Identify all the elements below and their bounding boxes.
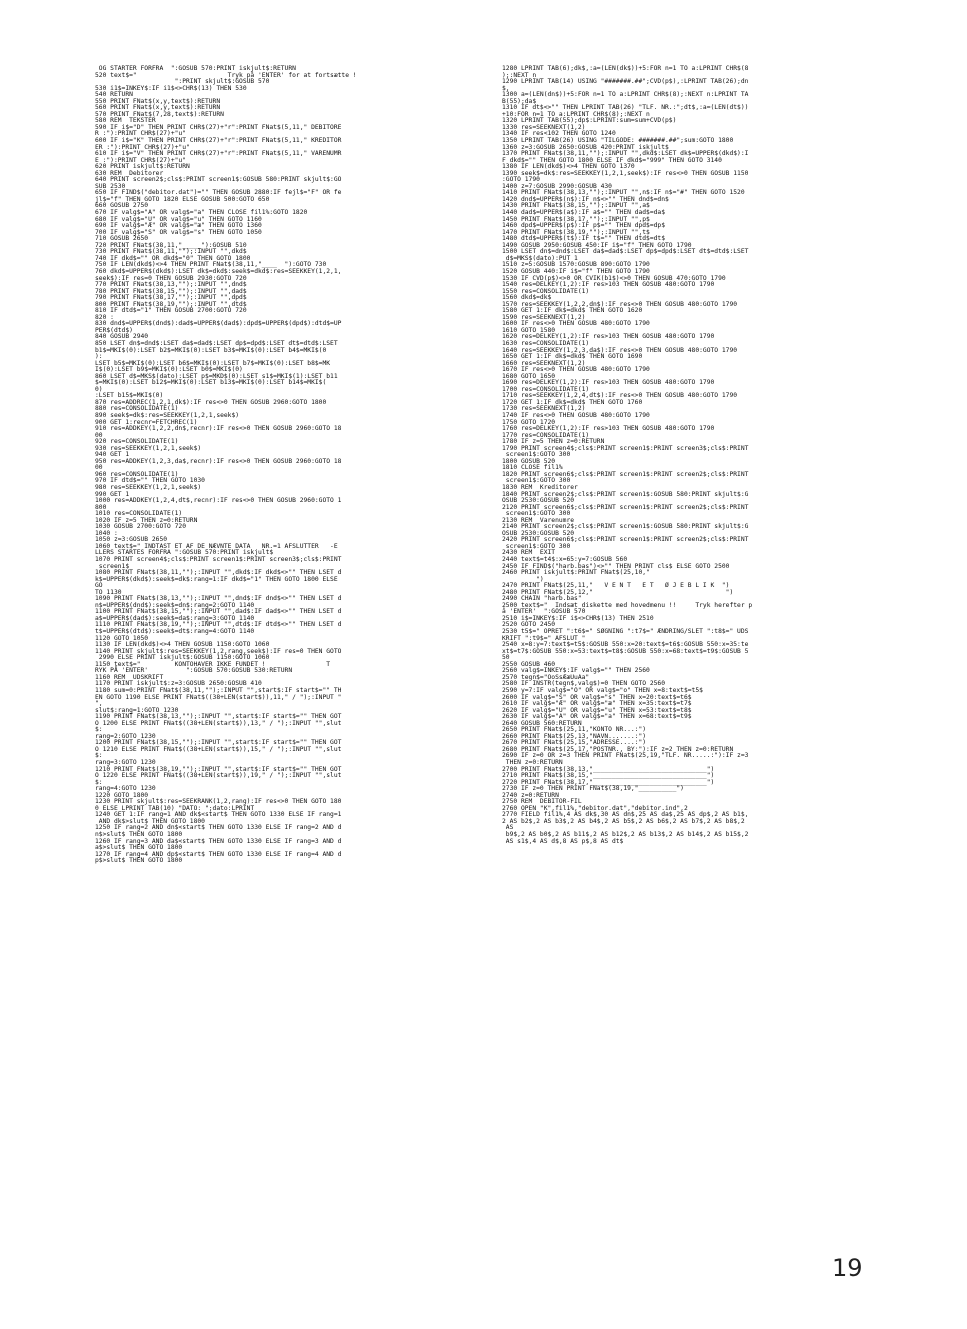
code-line: 780 PRINT FNat$(38,15,"");:INPUT "",dad$ <box>95 287 247 295</box>
code-line: 1770 res=CONSOLIDATE(1) <box>502 431 590 439</box>
code-line: 2510 i$=INKEY$:IF i$<>CHR$(13) THEN 2510 <box>502 614 654 622</box>
code-line: 710 GOSUB 2650 <box>95 235 149 243</box>
code-line: 1130 IF LEN(dkd$)<>4 THEN GOSUB 1150:GOTO 1060 <box>95 641 270 649</box>
code-line: OG STARTER FORFRA ":GOSUB 570:PRINT iskjult$:RETURN <box>95 65 296 72</box>
code-line: 1650 GET 1:IF dk$=dkd$ THEN GOTO 1690 <box>502 353 643 361</box>
code-line: 700 IF valg$="S" OR valg$="s" THEN GOTO 1050 <box>95 228 262 236</box>
code-line: 2580 IF INSTR(tegn$,valg$)=0 THEN GOTO 2560 <box>502 680 666 688</box>
code-line: 1150 text$=" KONTOHAVER IKKE FUNDET ! T <box>95 660 331 668</box>
code-line: 2710 PRINT FNat$(38,15,"______________________________") <box>502 772 715 780</box>
code-line: 1350 LPRINT TAB(26) USING "TILGODE: #######.##";sum:GOTO 1800 <box>502 137 734 145</box>
code-line: 880 res=CONSOLIDATE(1) <box>95 405 179 413</box>
code-line: AS <box>502 824 514 832</box>
code-line: 590 IF i$="D" THEN PRINT CHR$(27)+"r":PRINT FNat$(5,11," DEBITORE <box>95 123 342 131</box>
code-line: GO <box>95 582 103 590</box>
code-line: 1720 GET 1:IF dk$=dkd$ THEN GOTO 1760 <box>502 398 643 406</box>
code-line: 550 PRINT FNat$(x,y,text$):RETURN <box>95 97 221 105</box>
code-line: 1110 PRINT FNat$(38,19,"");:INPUT "",dtd$:IF dtd$<>"" THEN LSET d <box>95 621 342 629</box>
code-line: ER :"):PRINT CHR$(27)+"u" <box>95 143 190 151</box>
code-line: 00 <box>95 431 103 439</box>
code-line: p$>slut$ THEN GOTO 1800 <box>95 857 183 865</box>
code-line: k$=UPPER$(dkd$):seek$=dk$:rang=1:IF dkd$="1" THEN GOTO 1800 ELSE <box>95 575 338 583</box>
code-line: å 'ENTER' ":GOSUB 570 <box>502 608 586 616</box>
code-line: rang=2:GOTO 1230 <box>95 732 156 740</box>
code-line: 2750 REM DEBITOR-FIL <box>502 798 582 806</box>
code-line: E :"):PRINT CHR$(27)+"u" <box>95 156 186 164</box>
code-line: slut$:rang=1:GOTO 1230 <box>95 706 179 714</box>
code-line: 1500 LSET dn$=dnd$:LSET da$=dad$:LSET dp$=dpd$:LSET dt$=dtd$:LSET <box>502 248 749 256</box>
code-line: 1230 PRINT skjult$:res=SEEKRANK(1,2,rang):IF res<>0 THEN GOTO 180 <box>95 798 342 806</box>
code-line: R :"):PRINT CHR$(27)+"u" <box>95 130 186 138</box>
code-line: 1240 GET 1:IF rang=1 AND dk$<start$ THEN GOTO 1330 ELSE IF rang=1 <box>95 811 342 819</box>
code-line: 580 REM TEKSTER <box>95 117 156 125</box>
code-line: LSET b5$=MKI$(0):LSET b6$=MKI$(0):LSET b7$=MKI$(0):LSET b8$=MK <box>95 359 331 367</box>
code-line: 520 text$=" Tryk på 'ENTER' for at fortsætte ! <box>95 71 357 79</box>
code-line: 1390 seek$=dk$:res=SEEKKEY(1,2,1,seek$):IF res<>0 THEN GOSUB 1150 <box>502 169 749 177</box>
code-line: 1180 sum=0:PRINT FNat$(38,11,"");:INPUT "",start$:IF start$="" TH <box>95 686 342 694</box>
code-line: 1540 res=DELKEY(1,2):IF res>103 THEN GOSUB 480:GOTO 1790 <box>502 281 715 289</box>
code-line: 1330 res=SEEKNEXT(1,2) <box>502 123 586 131</box>
code-line: 1530 IF CVD(p$)<>0 OR CVIK(b1$)<>0 THEN GOSUB 470:GOTO 1790 <box>502 274 726 282</box>
code-line: 1490 GOSUB 2950:GOSUB 450:IF i$="f" THEN GOTO 1790 <box>502 241 692 249</box>
code-line: LLERS STARTES FORFRA ":GOSUB 570:PRINT iskjult$ <box>95 549 274 557</box>
code-line: 2440 text$=t4$:x=65:y=7:GOSUB 560 <box>502 556 628 564</box>
code-line: 1630 res=CONSOLIDATE(1) <box>502 339 590 347</box>
code-line: 670 IF valg$="A" OR valg$="a" THEN CLOSE fil1%:GOTO 1820 <box>95 209 308 217</box>
code-line: 1040 : <box>95 529 118 537</box>
code-line: +10:FOR n=1 TO a:LPRINT CHR$(8);:NEXT n <box>502 110 650 118</box>
code-line: 990 GET 1 <box>95 490 130 498</box>
code-line: $: <box>95 726 103 734</box>
code-line: 1190 PRINT FNat$(38,13,"");:INPUT "",start$:IF start$="" THEN GOT <box>95 713 342 721</box>
code-line: 2680 PRINT FNat$(25,17,"POSTNR., BY:"):IF z=2 THEN z=0:RETURN <box>502 745 734 753</box>
code-line: $: <box>95 778 103 786</box>
code-line: 1660 res=SEEKNEXT(1,2) <box>502 359 586 367</box>
code-line: 1260 IF rang=3 AND da$<start$ THEN GOTO 1330 ELSE IF rang=3 AND d <box>95 837 342 845</box>
code-line: ): <box>95 353 103 361</box>
code-line: b1$=MKI$(0):LSET b2$=MKI$(0):LSET b3$=MKI$(0):LSET b4$=MKI$(0 <box>95 346 327 354</box>
code-line: 2760 OPEN "K",fil1%,"debitor.dat","debitor.ind",2 <box>502 804 688 812</box>
code-line: 2520 GOTO 2450 <box>502 621 556 629</box>
code-line: PER$(dtd$) <box>95 326 133 334</box>
code-line: 1160 REM UDSKRIFT <box>95 673 164 681</box>
code-line: b9$,2 AS b0$,2 AS b11$,2 AS b12$,2 AS b13$,2 AS b14$,2 AS b15$,2 <box>502 830 749 838</box>
code-line: 1270 IF rang=4 AND dp$<start$ THEN GOTO 1330 ELSE IF rang=4 AND d <box>95 850 342 858</box>
code-line: screen1$:GOTO 300 <box>502 542 571 550</box>
code-line: 730 PRINT FNat$(38,11,"");:INPUT "",dkd$ <box>95 248 247 256</box>
code-line: n$>slut$ THEN GOTO 1800 <box>95 830 183 838</box>
code-line: 1030 GOSUB 2700:GOTO 720 <box>95 523 186 531</box>
code-line: I$(0):LSET b9$=MKI$(0):LSET b0$=MKI$(0) <box>95 366 243 374</box>
code-line: KRIFT ":t9$=" AFSLUT " <box>502 634 586 642</box>
left-code-column <box>95 66 490 865</box>
code-line: xt$=t7$:GOSUB 550:x=53:text$=t8$:GOSUB 550:x=68:text$=t9$:GOSUB 5 <box>502 647 749 655</box>
code-line: jl$="f" THEN GOTO 1820 ELSE GOSUB 500:GOTO 650 <box>95 195 270 203</box>
code-line: 1510 z=5:GOSUB 1570:GOSUB 890:GOTO 1790 <box>502 261 650 269</box>
code-line: 1590 res=SEEKNEXT(1,2) <box>502 313 586 321</box>
code-line: 1000 res=ADDKEY(1,2,4,dt$,recnr):IF res<>0 THEN GOSUB 2960:GOTO 1 <box>95 497 342 505</box>
code-line: 810 IF dtd$="1" THEN GOSUB 2700:GOTO 720 <box>95 307 247 315</box>
code-line: 1200 PRINT FNat$(38,15,"");:INPUT "",start$:IF start$="" THEN GOT <box>95 739 342 747</box>
code-line: OSUB 2530:GOSUB 520 <box>502 529 575 537</box>
code-line: 1360 z=3:GOSUB 2650:GOSUB 420:PRINT iskjult$ <box>502 143 669 151</box>
code-line: 1780 IF z=5 THEN z=0:RETURN <box>502 438 605 446</box>
code-line: 1060 text$=" INDTAST ET AF DE NÆVNTE DATA NR.=1 AFSLUTTER -E <box>95 542 338 550</box>
code-line: 2470 PRINT FNat$(25,11," V E N T E T Ø J E B L I K ") <box>502 582 730 590</box>
code-line: screen1$:GOTO 300 <box>502 451 571 459</box>
code-line: 0 ELSE LPRINT TAB(10) "DATO: ";dato:LPRINT <box>95 804 255 812</box>
code-line: 1670 IF res<>0 THEN GOSUB 480:GOTO 1790 <box>502 366 650 374</box>
code-line: 1280 LPRINT TAB(6);dk$,:a=(LEN(dk$))+5:FOR n=1 TO a:LPRINT CHR$(8 <box>502 65 749 72</box>
code-line: 1250 IF rang=2 AND dn$<start$ THEN GOTO 1330 ELSE IF rang=2 AND d <box>95 824 342 832</box>
code-line: 630 REM Debitorer <box>95 169 164 177</box>
code-line: 2490 CHAIN "harb.bas" <box>502 595 582 603</box>
code-line: 1800 GOSUB 520 <box>502 457 556 465</box>
code-line: 1170 PRINT iskjult$:z=3:GOSUB 2650:GOSUB 410 <box>95 680 262 688</box>
code-line: 1220 GOTO 1800 <box>95 791 149 799</box>
code-line: 2530 t5$=" OPRET ":t6$=" SØGNING ":t7$=" ÆNDRING/SLET ":t8$=" UDS <box>502 628 749 636</box>
code-line: $: <box>95 752 103 760</box>
code-line: O 1220 ELSE PRINT FNat$((38+LEN(start$)),19," / ");:INPUT "",slut <box>95 772 342 780</box>
code-line: 1420 dnd$=UPPER$(n$):IF n$<>"" THEN dnd$=dn$ <box>502 195 669 203</box>
code-line: a$>slut$ THEN GOTO 1800 <box>95 844 183 852</box>
code-line: ":PRINT skjult$:GOSUB 570 <box>95 78 270 86</box>
code-line: 560 PRINT FNat$(x,y,text$):RETURN <box>95 104 221 112</box>
code-line: 640 PRINT screen2$;cls$:PRINT screen1$:GOSUB 580:PRINT skjult$:GO <box>95 176 342 184</box>
code-line: 1290 LPRINT TAB(14) USING "#######.##";CVD(p$),:LPRINT TAB(26);dn <box>502 78 749 86</box>
code-line: 2480 PRINT FNat$(25,12," ") <box>502 588 734 596</box>
code-line: 2660 PRINT FNat$(25,13,"NAVN.......:") <box>502 732 647 740</box>
code-line: 770 PRINT FNat$(38,13,"");:INPUT "",dnd$ <box>95 281 247 289</box>
code-line: d$=MKS$(dato):PUT 1 <box>502 254 578 262</box>
code-line: $=MKI$(0):LSET b12$=MKI$(0):LSET b13$=MKI$(0):LSET b14$=MKI$( <box>95 379 327 387</box>
code-line: 2570 tegn$="OoSsÆæUuAa" <box>502 673 590 681</box>
code-line: 820 : <box>95 313 114 321</box>
code-line: 00 <box>95 464 103 472</box>
code-line: 840 GOSUB 2940 <box>95 333 149 341</box>
code-line: 960 res=CONSOLIDATE(1) <box>95 470 179 478</box>
code-line: 650 IF FIND$("debitor.dat")="" THEN GOSUB 2880:IF fejl$="F" OR fe <box>95 189 342 197</box>
code-line: 1470 PRINT FNat$(38,19,"");:INPUT "",t$ <box>502 228 650 236</box>
code-line: screen1$:GOTO 300 <box>502 510 571 518</box>
code-line: THEN z=0:RETURN <box>502 758 563 766</box>
code-line: 1320 LPRINT TAB(55);dp$:LPRINT:sum=sum+CVD(p$) <box>502 117 677 125</box>
code-line: 890 seek$=dk$:res=SEEKKEY(1,2,1,seek$) <box>95 411 240 419</box>
code-line: 2590 y=7:IF valg$="O" OR valg$="o" THEN x=8:text$=t5$ <box>502 686 703 694</box>
code-line: 1410 PRINT FNat$(38,13,"");:INPUT "",n$:IF n$="#" THEN GOTO 1520 <box>502 189 745 197</box>
code-line: seek$):IF res=0 THEN GOSUB 2930:GOTO 720 <box>95 274 247 282</box>
code-line: 600 IF i$="K" THEN PRINT CHR$(27)+"r":PRINT FNat$(5,11," KREDITOR <box>95 137 342 145</box>
code-line: 2460 PRINT iskjult$:PRINT FNat$(25,10," <box>502 569 650 577</box>
code-line: 0) <box>95 385 103 393</box>
code-line: 800 <box>95 503 107 511</box>
code-line: 1610 GOTO 1580 <box>502 326 556 334</box>
code-line: 2420 PRINT screen6$;cls$:PRINT screen1$:PRINT screen2$;cls$:PRINT <box>502 536 749 544</box>
code-line: 720 PRINT FNat$(38,11,"_____"):GOSUB 510 <box>95 241 247 249</box>
code-line: 870 res=ADDREC(1,2,1,dk$):IF res<>0 THEN GOSUB 2960:GOTO 1800 <box>95 398 327 406</box>
code-line: F dkd$="" THEN GOTO 1800 ELSE IF dkd$="999" THEN GOTO 3140 <box>502 156 722 164</box>
code-line: B(55);da$ <box>502 97 537 105</box>
code-line: 1690 res=DELKEY(1,2):IF res>103 THEN GOSUB 480:GOTO 1790 <box>502 379 715 387</box>
code-line: a$=UPPER$(dad$):seek$=da$:rang=3:GOTO 1140 <box>95 614 255 622</box>
code-line: $, <box>502 84 510 92</box>
code-line: 620 PRINT iskjult$:RETURN <box>95 163 190 171</box>
code-line: TO 1130 <box>95 588 122 596</box>
code-line: 1010 res=CONSOLIDATE(1) <box>95 510 183 518</box>
code-line: 2550 GOSUB 460 <box>502 660 556 668</box>
code-line: OSUB 2530:GOSUB 520 <box>502 497 575 505</box>
code-line: 2990 ELSE PRINT iskjult$:GOSUB 1150:GOTO 1060 <box>95 654 270 662</box>
code-line: 930 res=SEEKKEY(1,2,1,seek$) <box>95 444 202 452</box>
code-line: 1580 GET 1:IF dk$=dkd$ THEN GOTO 1620 <box>502 307 643 315</box>
code-line: screen1$ <box>95 562 130 570</box>
code-line: 1120 GOTO 1050 <box>95 634 149 642</box>
code-line: 1300 a=(LEN(dn$))+5:FOR n=1 TO a:LPRINT CHR$(8);:NEXT n:LPRINT TA <box>502 91 749 99</box>
code-line: 1830 REM Kreditorer <box>502 484 578 491</box>
code-line: 2610 IF valg$="Æ" OR valg$="æ" THEN x=35:text$=t7$ <box>502 700 692 708</box>
code-line: 860 LSET d$=MKS$(dato):LSET p$=MKD$(0):LSET s1$=MKI$(1):LSET b11 <box>95 372 338 380</box>
code-line: SUB 2530 <box>95 182 126 190</box>
code-line: 1700 res=CONSOLIDATE(1) <box>502 385 590 393</box>
code-line: AS s1$,4 AS d$,8 AS p$,8 AS dt$ <box>502 837 624 845</box>
code-line: 2720 PRINT FNat$(38,17,"______________________________") <box>502 778 715 786</box>
code-line: 910 res=ADDKEY(1,2,2,dn$,recnr):IF res<>0 THEN GOSUB 2960:GOTO 18 <box>95 425 342 433</box>
code-line: 1820 PRINT screen6$;cls$:PRINT screen1$:PRINT screen2$;cls$:PRINT <box>502 470 749 478</box>
code-line: 540 RETURN <box>95 91 133 99</box>
code-line: rang=4:GOTO 1230 <box>95 785 156 793</box>
code-line: 740 IF dkd$="" OR dkd$="0" THEN GOTO 1800 <box>95 254 251 262</box>
code-line: 1840 PRINT screen2$;cls$:PRINT screen1$:GOSUB 580:PRINT skjult$:G <box>502 490 749 498</box>
code-line: 1100 PRINT FNat$(38,15,"");:INPUT "",dad$:IF dad$<>"" THEN LSET d <box>95 608 342 616</box>
code-line: 530 i1$=INKEY$:IF i1$<>CHR$(13) THEN 530 <box>95 84 247 92</box>
code-line: :GOTO 1790 <box>502 176 540 184</box>
code-line: O 1210 ELSE PRINT FNat$((38+LEN(start$)),15," / ");:INPUT "",slut <box>95 745 342 753</box>
code-line: 1620 res=DELKEY(1,2):IF res>103 THEN GOSUB 480:GOTO 1790 <box>502 333 715 341</box>
code-line: 790 PRINT FNat$(38,17,"");:INPUT "",dpd$ <box>95 294 247 302</box>
code-line: 2140 PRINT screen2$;cls$:PRINT screen1$:GOSUB 580:PRINT skjult$:G <box>502 523 749 531</box>
page-number: 19 <box>832 1254 863 1282</box>
code-line: 2430 REM EXIT <box>502 549 556 557</box>
code-line: 2450 IF FIND$("harb.bas")<>"" THEN PRINT cls$ ELSE GOTO 2500 <box>502 562 730 570</box>
code-line: 2560 valg$=INKEY$:IF valg$="" THEN 2560 <box>502 667 650 675</box>
code-line: 1340 IF res<102 THEN GOTO 1240 <box>502 130 616 138</box>
code-line: 570 PRINT FNat$(7,28,text$):RETURN <box>95 110 224 118</box>
code-line: 1210 PRINT FNat$(38,19,"");:INPUT "",start$:IF start$="" THEN GOT <box>95 765 342 773</box>
code-line: 1090 PRINT FNat$(38,13,"");:INPUT "",dnd$:IF dnd$<>"" THEN LSET d <box>95 595 342 603</box>
code-line: 2630 IF valg$="A" OR valg$="a" THEN x=68:text$=t9$ <box>502 713 692 721</box>
code-line: 2130 REM Varenumre <box>502 516 575 524</box>
code-line: 900 GET 1:recnr=FETCHREC(1) <box>95 418 198 426</box>
code-line: 2540 x=8:y=7:text$=t5$:GOSUB 550:x=20:text$=t6$:GOSUB 550:x=35:te <box>502 641 749 649</box>
code-line: 1310 IF dt$<>"" THEN LPRINT TAB(26) "TLF. NR.:";dt$,:a=(LEN(dt$)) <box>502 104 749 112</box>
code-line: 1440 dad$=UPPER$(a$):IF a$="" THEN dad$=da$ <box>502 209 666 217</box>
code-line: rang=3:GOTO 1230 <box>95 758 156 766</box>
right-code-column <box>502 66 894 845</box>
code-line: 2770 FIELD fil1%,4 AS dk$,30 AS dn$,25 AS da$,25 AS dp$,2 AS b1$, <box>502 811 749 819</box>
code-line: 50 <box>502 654 510 662</box>
code-line: 1760 res=DELKEY(1,2):IF res>103 THEN GOSUB 480:GOTO 1790 <box>502 425 715 433</box>
code-line: 1450 PRINT FNat$(38,17,"");:INPUT "",p$ <box>502 215 650 223</box>
code-line: :LSET b15$=MKI$(0) <box>95 392 164 400</box>
code-line: ", <box>95 700 103 708</box>
code-line: 1140 PRINT skjult$:res=SEEKKEY(1,2,rang,seek$):IF res=0 THEN GOTO <box>95 647 342 655</box>
code-line: 2120 PRINT screen6$;cls$:PRINT screen1$:PRINT screen2$;cls$:PRINT <box>502 503 749 511</box>
code-line: 680 IF valg$="U" OR valg$="u" THEN GOTO 1160 <box>95 215 262 223</box>
code-line: 1750 GOTO 1720 <box>502 418 556 426</box>
code-line: 2740 z=0:RETURN <box>502 791 559 799</box>
code-line: 1810 CLOSE fil1% <box>502 464 563 472</box>
code-line: 1600 IF res<>0 THEN GOSUB 480:GOTO 1790 <box>502 320 650 328</box>
code-line: O 1200 ELSE PRINT FNat$((38+LEN(start$)),13," / ");:INPUT "",slut <box>95 719 342 727</box>
code-line: 970 IF dtd$="" THEN GOTO 1030 <box>95 477 205 485</box>
code-line: 760 dkd$=UPPER$(dkd$):LSET dk$=dkd$:seek$=dkd$:res=SEEKKEY(1,2,1, <box>95 267 342 275</box>
code-line: EN GOTO 1190 ELSE PRINT FNat$((38+LEN(start$)),11," / ");:INPUT " <box>95 693 342 701</box>
code-line: 1730 res=SEEKNEXT(1,2) <box>502 405 586 413</box>
code-line: n$=UPPER$(dnd$):seek$=dn$:rang=2:GOTO 1140 <box>95 601 255 609</box>
code-line: 1400 z=7:GOSUB 2990:GOSUB 430 <box>502 182 612 190</box>
code-line: );:NEXT n <box>502 71 537 79</box>
code-line: 1680 GOTO 1650 <box>502 372 556 380</box>
code-line: 920 res=CONSOLIDATE(1) <box>95 438 179 446</box>
code-line: 1520 GOSUB 440:IF i$="f" THEN GOTO 1790 <box>502 267 650 275</box>
code-line: 660 GOSUB 2750 <box>95 202 149 210</box>
code-line: 950 res=ADDKEY(1,2,3,da$,recnr):IF res<>0 THEN GOSUB 2960:GOTO 18 <box>95 457 342 465</box>
code-line: 1550 res=CONSOLIDATE(1) <box>502 287 590 295</box>
code-line: 940 GET 1 <box>95 451 130 459</box>
code-line: 1740 IF res<>0 THEN GOSUB 480:GOTO 1790 <box>502 411 650 419</box>
code-line: 1370 PRINT FNat$(38,11,"");:INPUT "",dkd$:LSET dk$=UPPER$(dkd$):I <box>502 150 749 158</box>
code-line: RYK PÅ 'ENTER' ":GOSUB 570:GOSUB 530:RETURN <box>95 667 293 675</box>
code-line: 1070 PRINT screen4$;cls$:PRINT screen1$:PRINT screen3$;cls$:PRINT <box>95 556 342 564</box>
code-line: 750 IF LEN(dkd$)<>4 THEN PRINT FNat$(38,11,"____ "):GOTO 730 <box>95 261 327 269</box>
code-line: 800 PRINT FNat$(38,19,"");:INPUT "",dtd$ <box>95 300 247 308</box>
code-line: 610 IF i$="V" THEN PRINT CHR$(27)+"r":PRINT FNat$(5,11," VARENUMR <box>95 150 342 158</box>
code-line: 2690 IF z=0 OR z=3 THEN PRINT FNat$(25,19,"TLF. NR.....:"):IF z=3 <box>502 752 749 760</box>
code-line: 2700 PRINT FNat$(38,13,"______________________________") <box>502 765 715 773</box>
code-line: 690 IF valg$="Æ" OR valg$="æ" THEN GOTO 1360 <box>95 222 262 230</box>
code-line: 1380 IF LEN(dkd$)<>4 THEN GOTO 1370 <box>502 163 635 171</box>
code-line: 1020 IF z=5 THEN z=0:RETURN <box>95 516 198 524</box>
code-line: 2620 IF valg$="U" OR valg$="u" THEN x=53:text$=t8$ <box>502 706 692 714</box>
code-line: 1640 res=SEEKKEY(1,2,3,da$):IF res<>0 THEN GOSUB 480:GOTO 1790 <box>502 346 738 354</box>
code-line: 2500 text$=" Indsæt diskette med hovedmenu !! Tryk herefter p <box>502 601 753 609</box>
code-line: 1560 dkd$=dk$ <box>502 294 552 302</box>
code-line: 2730 IF z=0 THEN PRINT FNat$(38,19,"__________") <box>502 785 684 793</box>
code-line: 830 dnd$=UPPER$(dnd$):dad$=UPPER$(dad$):dpd$=UPPER$(dpd$):dtd$=UP <box>95 320 342 328</box>
code-line: 1460 dpd$=UPPER$(p$):IF p$="" THEN dpd$=dp$ <box>502 222 666 230</box>
code-line: 1710 res=SEEKKEY(1,2,4,dt$):IF res<>0 THEN GOSUB 480:GOTO 1790 <box>502 392 738 400</box>
code-line: 2600 IF valg$="S" OR valg$="s" THEN x=20:text$=t6$ <box>502 693 692 701</box>
code-line: 1480 dtd$=UPPER$(t$):IF t$="" THEN dtd$=dt$ <box>502 235 666 243</box>
code-line: 2670 PRINT FNat$(25,15,"ADRESSE....:") <box>502 739 647 747</box>
code-line: ") <box>502 575 544 583</box>
code-line: 2650 PRINT FNat$(25,11,"KONTO NR...:") <box>502 726 647 734</box>
code-line: screen1$:GOTO 300 <box>502 477 571 485</box>
code-line: 2 AS b2$,2 AS b3$,2 AS b4$,2 AS b5$,2 AS b6$,2 AS b7$,2 AS b8$,2 <box>502 817 745 825</box>
code-line: 2640 GOSUB 560:RETURN <box>502 719 582 727</box>
code-line: AND dk$>slut$ THEN GOTO 1800 <box>95 817 205 825</box>
code-line: t$=UPPER$(dtd$):seek$=dt$:rang=4:GOTO 1140 <box>95 628 255 636</box>
code-line: 1570 res=SEEKKEY(1,2,2,dn$):IF res<>0 THEN GOSUB 480:GOTO 1790 <box>502 300 738 308</box>
code-line: 1430 PRINT FNat$(38,15,"");:INPUT "",a$ <box>502 202 650 210</box>
code-line: 850 LSET dn$=dnd$:LSET da$=dad$:LSET dp$=dpd$:LSET dt$=dtd$:LSET <box>95 339 338 347</box>
code-line: 1790 PRINT screen4$;cls$:PRINT screen1$:PRINT screen3$;cls$:PRINT <box>502 444 749 452</box>
code-line: 1050 z=3:GOSUB 2650 <box>95 536 168 544</box>
code-line: 980 res=SEEKKEY(1,2,1,seek$) <box>95 484 202 491</box>
code-line: 1080 PRINT FNat$(38,11,"");:INPUT "",dkd$:IF dkd$<>"" THEN LSET d <box>95 569 342 577</box>
